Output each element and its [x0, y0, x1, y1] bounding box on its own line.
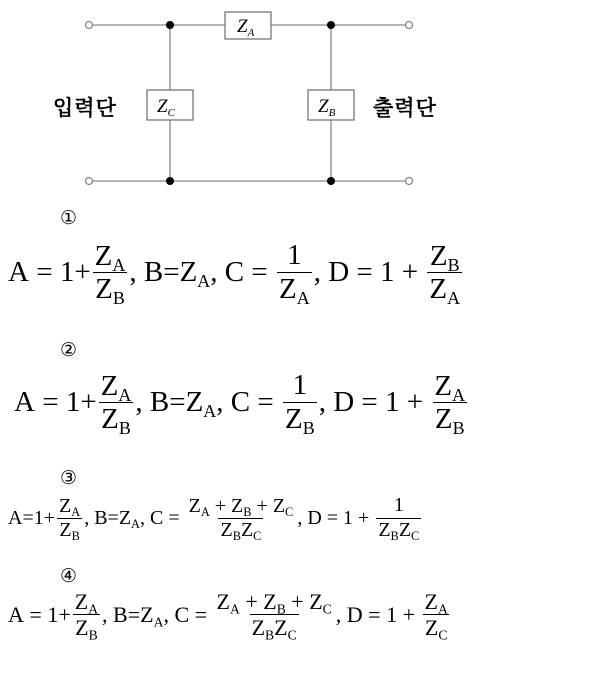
option-2-d-fraction: $\frac{Z_A}{Z_B}$: [434, 369, 466, 438]
junction-dot-bottom-right: [327, 177, 335, 185]
output-terminal-label: 출력단: [373, 96, 437, 120]
option-3-equation: A = 1 + $\frac{Z_A}{Z_B}$ , B = $Z_A$ , C = $\frac{Z_A + Z_B + Z_C}{Z_BZ_C}$ , D = 1 + $\frac{1}{Z_BZ_C}$: [8, 494, 420, 543]
option-4-c-fraction: $\frac{Z_A + Z_B + Z_C}{Z_BZ_C}$: [216, 589, 332, 643]
terminal-bottom-left: [86, 178, 93, 185]
option-2-marker: ②: [60, 339, 78, 361]
impedance-label-zb: $Z_B$: [318, 96, 336, 119]
option-4-d-fraction: $\frac{Z_A}{Z_C}$: [424, 589, 448, 643]
option-3-d-fraction: $\frac{1}{Z_BZ_C}$: [378, 494, 420, 543]
option-3-c-fraction: $\frac{Z_A + Z_B + Z_C}{Z_BZ_C}$: [188, 494, 294, 543]
option-1-c-fraction: $\frac{1}{Z_A}$: [278, 239, 310, 309]
option-3-marker: ③: [60, 467, 78, 489]
option-1-marker: ①: [60, 207, 78, 229]
terminal-top-left: [86, 22, 93, 29]
impedance-label-zc: $Z_C$: [157, 96, 175, 119]
option-1-equation: A = 1 + $\frac{Z_A}{Z_B}$ , B = $Z_A$ , C = $\frac{1}{Z_A}$ , D = 1 + $\frac{Z_B}{Z_A}$: [8, 239, 461, 309]
option-1-a-fraction: $\frac{Z_A}{Z_B}$: [94, 239, 126, 308]
junction-dot-top-right: [327, 21, 335, 29]
input-terminal-label: 입력단: [53, 96, 117, 120]
option-2-equation: A = 1 + $\frac{Z_A}{Z_B}$ , B = $Z_A$ , C = $\frac{1}{Z_B}$ , D = 1 + $\frac{Z_A}{Z_B}$: [14, 369, 466, 439]
option-2-a-fraction: $\frac{Z_A}{Z_B}$: [100, 369, 132, 438]
impedance-label-za: $Z_A$: [237, 16, 255, 39]
option-2-c-fraction: $\frac{1}{Z_B}$: [284, 369, 315, 439]
option-1-d-fraction: $\frac{Z_B}{Z_A}$: [429, 239, 461, 308]
option-3-a-fraction: $\frac{Z_A}{Z_B}$: [59, 494, 81, 543]
terminal-bottom-right: [406, 178, 413, 185]
option-4-marker: ④: [60, 565, 78, 587]
terminal-top-right: [406, 22, 413, 29]
option-4-equation: A = 1 + $\frac{Z_A}{Z_B}$ , B = $Z_A$ , C = $\frac{Z_A + Z_B + Z_C}{Z_BZ_C}$ , D = 1 + $\frac{Z_A}{Z_C}$: [8, 589, 448, 643]
option-4-a-fraction: $\frac{Z_A}{Z_B}$: [74, 589, 99, 643]
junction-dot-bottom-left: [166, 177, 174, 185]
junction-dot-top-left: [166, 21, 174, 29]
